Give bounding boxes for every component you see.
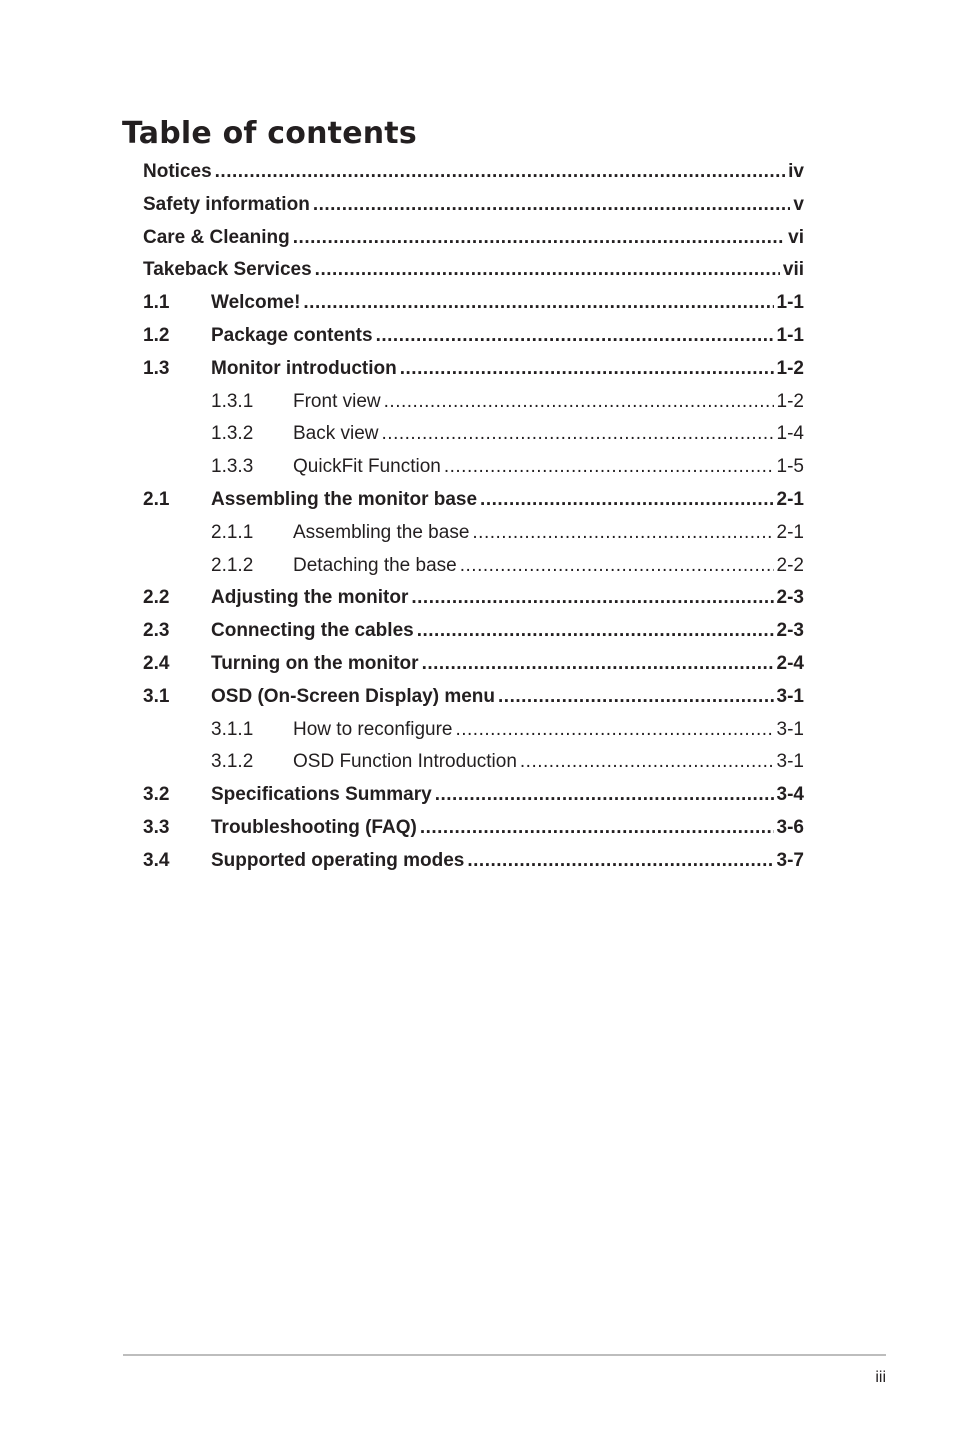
toc-entry[interactable]	[143, 779, 804, 812]
toc-entry-page: 2-1	[776, 488, 804, 510]
toc-entry-page: 3-6	[776, 816, 804, 838]
toc-entry-page: vi	[788, 226, 804, 248]
dot-leader	[382, 418, 774, 451]
toc-entry-title: Package contents	[211, 324, 373, 346]
toc-entry-title: Supported operating modes	[211, 849, 465, 871]
toc-entry-number: 3.1	[143, 685, 170, 707]
toc-entry-number: 2.4	[143, 652, 170, 674]
toc-entry[interactable]	[143, 353, 804, 386]
page-number: iii	[875, 1369, 886, 1386]
toc-entry-page: 1-1	[776, 292, 804, 314]
toc-entry[interactable]	[143, 812, 804, 845]
toc-entry-title: Assembling the base	[293, 521, 470, 543]
toc-entry-number: 2.1	[143, 488, 170, 510]
toc-entry[interactable]	[143, 189, 804, 222]
toc-entry-page: 3-4	[776, 784, 804, 806]
dot-leader	[435, 779, 774, 812]
toc-entry-title: Welcome!	[211, 292, 301, 314]
toc-entry-title: Takeback Services	[143, 259, 312, 281]
footer-divider	[123, 1354, 886, 1356]
dot-leader	[444, 451, 774, 484]
toc-entry[interactable]	[143, 320, 804, 353]
toc-entry-page: 1-2	[776, 390, 804, 412]
dot-leader	[455, 714, 773, 747]
dot-leader	[411, 582, 773, 615]
toc-entry-number: 3.1.1	[211, 718, 254, 740]
toc-entry-page: 2-4	[776, 652, 804, 674]
toc-entry-number: 1.3.3	[211, 456, 254, 478]
toc-entry[interactable]	[143, 451, 804, 484]
toc-entry-title: Back view	[293, 423, 379, 445]
toc-entry-number: 1.1	[143, 292, 170, 314]
toc-entry-title: Notices	[143, 161, 212, 182]
dot-leader	[460, 550, 774, 583]
toc-entry-number: 1.2	[143, 324, 170, 346]
toc-entry-page: 2-1	[776, 521, 804, 543]
dot-leader	[293, 222, 785, 255]
toc-entry-number: 2.1.1	[211, 521, 254, 543]
toc-entry-page: 1-2	[776, 357, 804, 379]
dot-leader	[376, 320, 774, 353]
toc-entry-page: 3-1	[776, 685, 804, 707]
toc-entry-page: 2-3	[776, 587, 804, 609]
toc-entry-number: 1.3.1	[211, 390, 254, 412]
toc-entry[interactable]	[143, 254, 804, 287]
toc-entry-title: Adjusting the monitor	[211, 587, 409, 609]
toc-entry-title: OSD Function Introduction	[293, 751, 517, 773]
dot-leader	[498, 681, 774, 714]
dot-leader	[417, 615, 774, 648]
toc-entry-page: iv	[788, 161, 804, 182]
dot-leader	[520, 746, 774, 779]
toc-entry-title: OSD (On-Screen Display) menu	[211, 685, 496, 707]
toc-entry-page: 2-3	[776, 620, 804, 642]
dot-leader	[303, 287, 773, 320]
toc-entry-page: 1-5	[776, 456, 804, 478]
toc-entry-title: Specifications Summary	[211, 784, 432, 806]
toc-entry-title: Front view	[293, 390, 381, 412]
toc-entry[interactable]	[143, 582, 804, 615]
dot-leader	[313, 189, 791, 222]
toc-entry[interactable]	[143, 681, 804, 714]
toc-entry-page: 1-1	[776, 324, 804, 346]
toc-entry-number: 3.3	[143, 816, 170, 838]
toc-entry-number: 3.1.2	[211, 751, 254, 773]
toc-entry[interactable]	[143, 746, 804, 779]
toc-entry-title: Detaching the base	[293, 554, 457, 576]
toc-entry[interactable]	[143, 648, 804, 681]
toc-entry-number: 3.2	[143, 784, 170, 806]
toc-entry-title: Safety information	[143, 193, 310, 215]
toc-entry-number: 2.2	[143, 587, 170, 609]
toc-entry-title: How to reconfigure	[293, 718, 453, 740]
toc-entry-title: Monitor introduction	[211, 357, 397, 379]
page-title: Table of contents	[122, 116, 417, 151]
toc-entry-title: Connecting the cables	[211, 620, 414, 642]
table-of-contents	[143, 156, 804, 878]
toc-entry-title: Troubleshooting (FAQ)	[211, 816, 417, 838]
toc-entry-page: 1-4	[776, 423, 804, 445]
toc-entry-title: QuickFit Function	[293, 456, 441, 478]
toc-entry-page: 3-1	[776, 751, 804, 773]
toc-entry-number: 3.4	[143, 849, 170, 871]
toc-entry[interactable]	[143, 418, 804, 451]
dot-leader	[315, 254, 780, 287]
toc-entry-page: vii	[782, 259, 804, 281]
toc-entry[interactable]	[143, 550, 804, 583]
toc-entry[interactable]	[143, 156, 804, 189]
toc-entry[interactable]	[143, 615, 804, 648]
toc-entry[interactable]	[143, 714, 804, 747]
toc-entry[interactable]	[143, 517, 804, 550]
toc-entry-page: 3-1	[776, 718, 804, 740]
toc-entry-title: Turning on the monitor	[211, 652, 419, 674]
dot-leader	[467, 845, 773, 878]
toc-entry[interactable]	[143, 845, 804, 878]
toc-entry[interactable]	[143, 484, 804, 517]
toc-entry-title: Assembling the monitor base	[211, 488, 478, 510]
toc-entry-number: 2.1.2	[211, 554, 254, 576]
toc-entry-page: 2-2	[776, 554, 804, 576]
toc-entry[interactable]	[143, 222, 804, 255]
dot-leader	[384, 386, 774, 419]
toc-entry[interactable]	[143, 386, 804, 419]
toc-entry[interactable]	[143, 287, 804, 320]
dot-leader	[472, 517, 773, 550]
dot-leader	[400, 353, 774, 386]
toc-entry-page: v	[793, 193, 804, 215]
toc-entry-title: Care & Cleaning	[143, 226, 290, 248]
toc-entry-number: 1.3.2	[211, 423, 254, 445]
dot-leader	[422, 648, 774, 681]
toc-entry-number: 2.3	[143, 620, 170, 642]
toc-entry-number: 1.3	[143, 357, 170, 379]
dot-leader	[420, 812, 774, 845]
toc-entry-page: 3-7	[776, 849, 804, 871]
dot-leader	[480, 484, 773, 517]
dot-leader	[215, 156, 786, 189]
